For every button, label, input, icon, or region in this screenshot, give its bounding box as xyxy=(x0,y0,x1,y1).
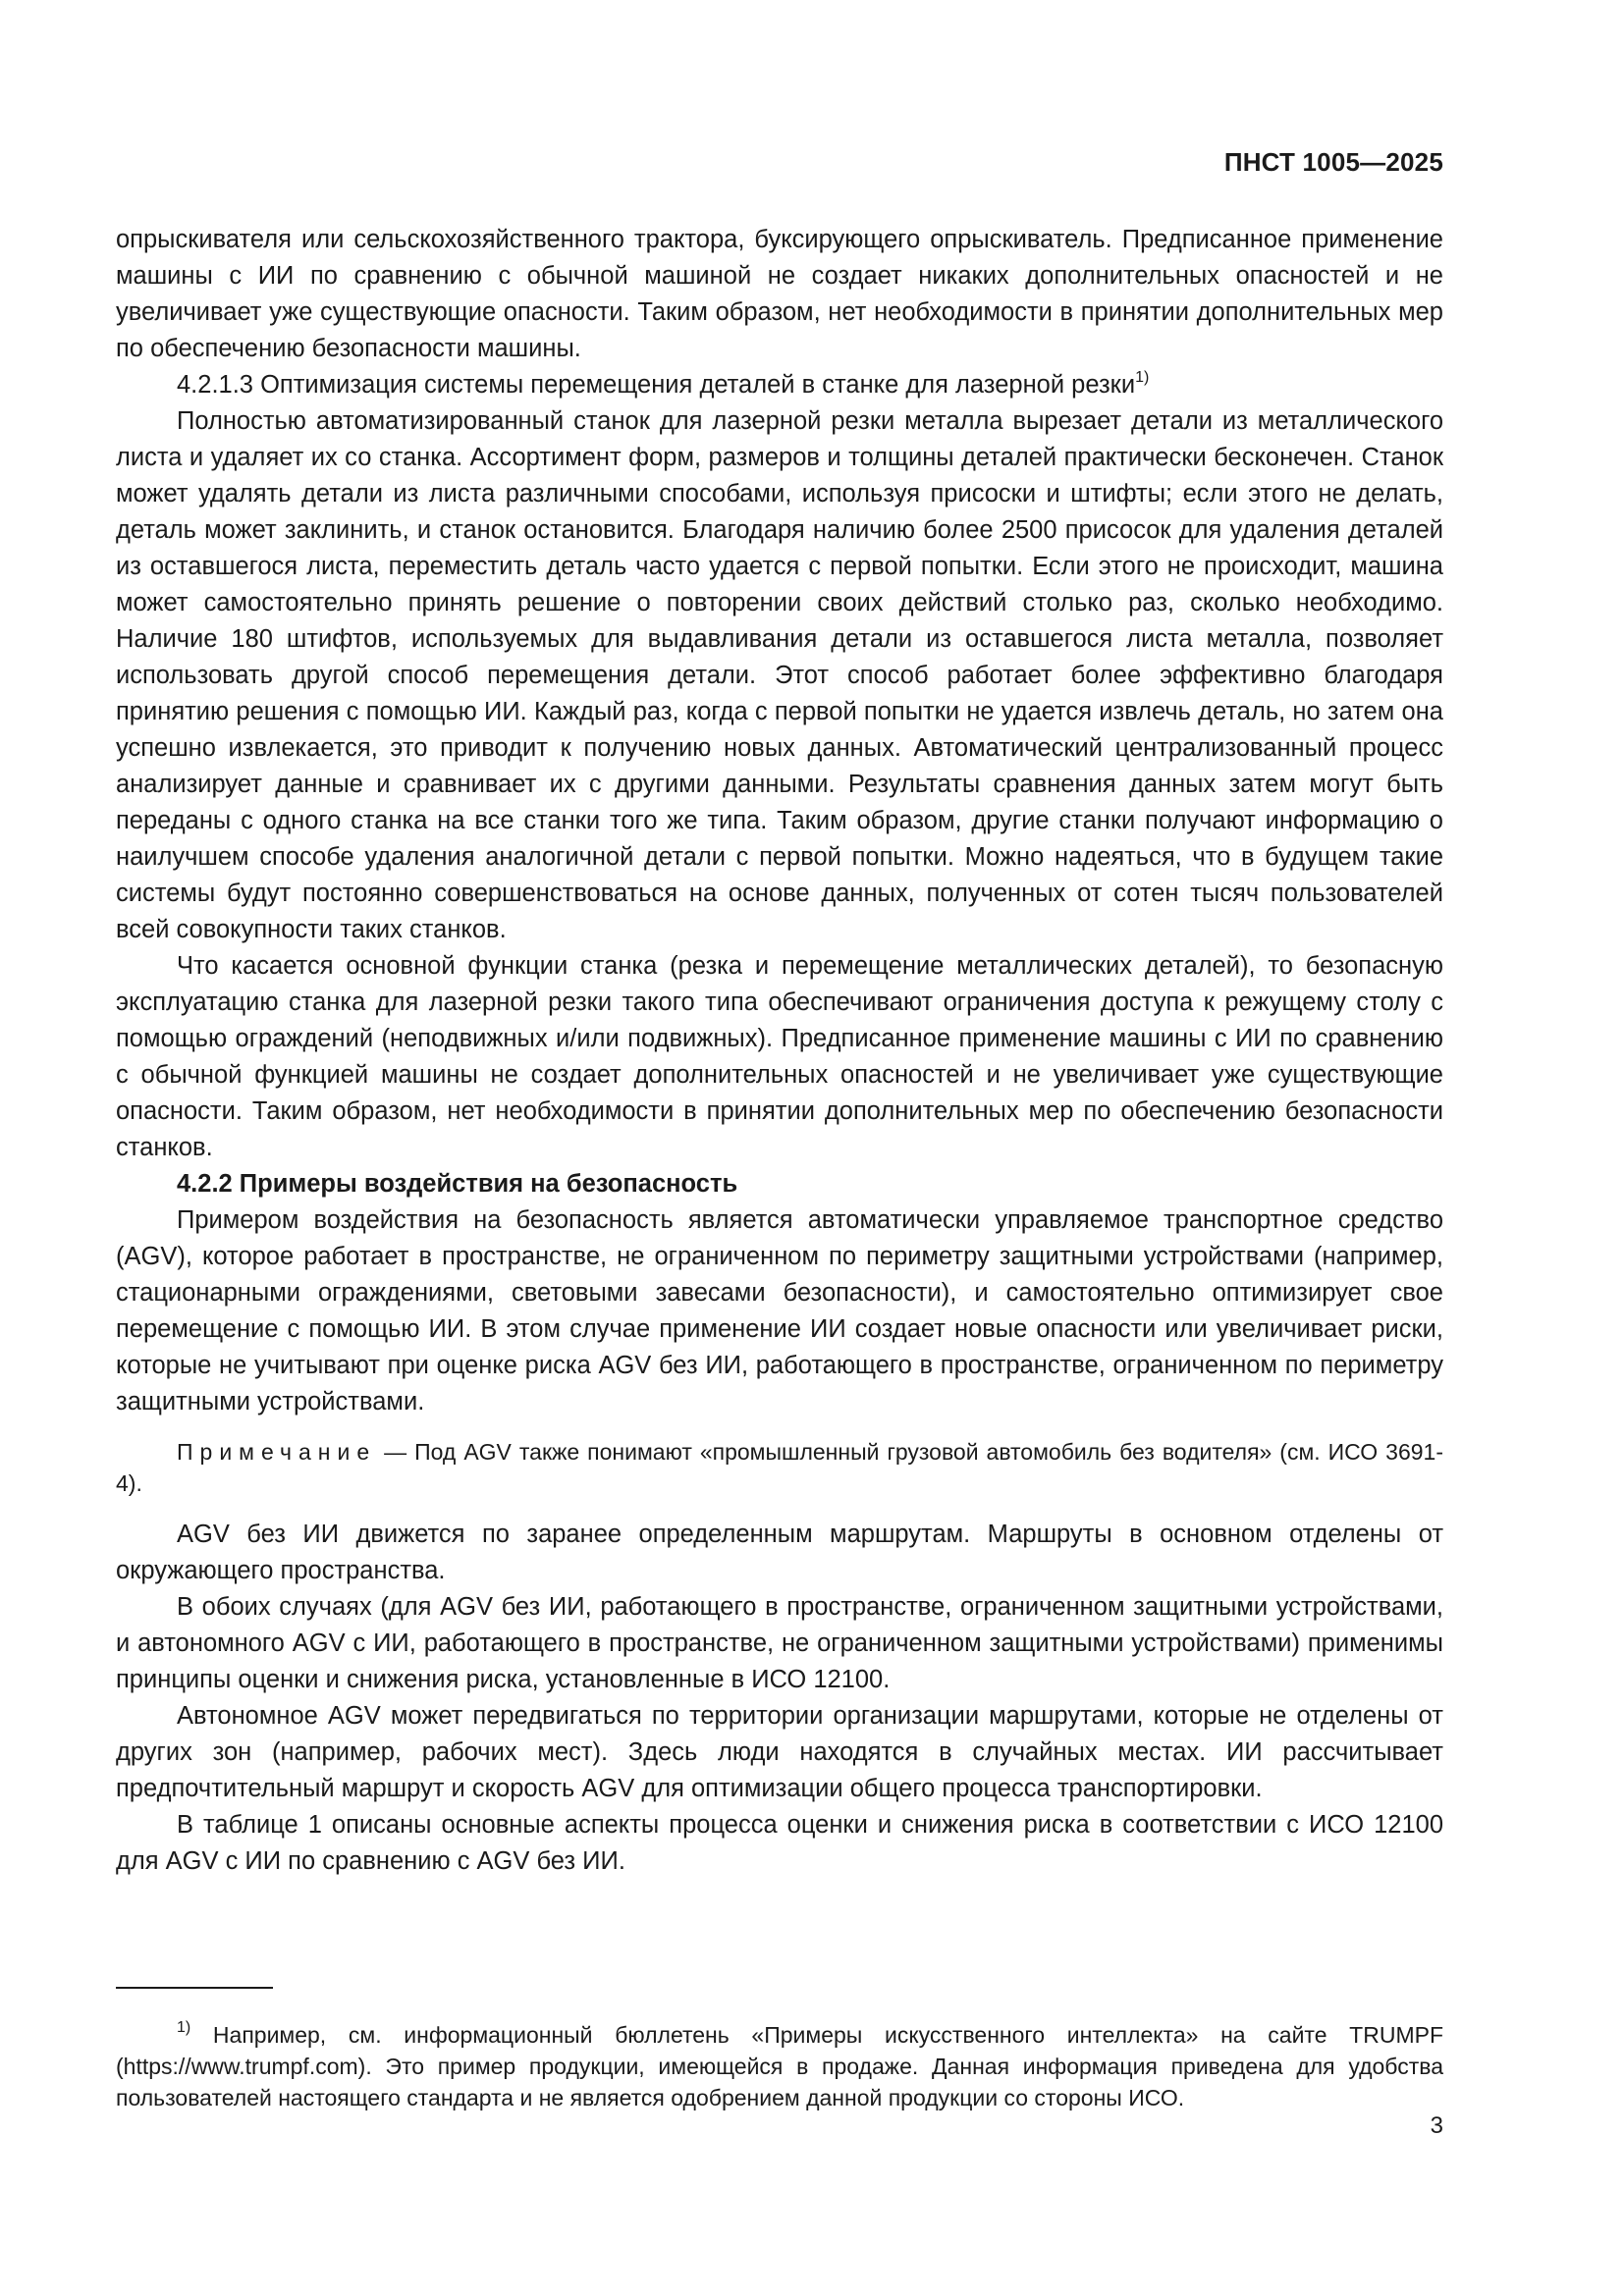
main-text xyxy=(116,222,1443,1880)
paragraph-agv-routes: AGV без ИИ движется по заранее определенным маршрутам. Маршруты в основном отделены от окружающего пространства. xyxy=(116,1521,1443,1584)
section-title-text: 4.2.1.3 Оптимизация системы перемещения деталей в станке для лазерной резки xyxy=(177,371,1136,399)
page-number: 3 xyxy=(1430,2112,1443,2139)
paragraph-agv-example: Примером воздействия на безопасность является автоматически управляемое транспортное средство (AGV), которое работает в пространстве, не ограниченном по периметру защитными устройствами (например, стационарными ограждениями, световыми завесами безопасности), и самостоятельно оптимизирует свое перемещение с помощью ИИ. В этом случае применение ИИ создает новые опасности или увеличивает риски, которые не учитывают при оценке риска AGV без ИИ, работающего в пространстве, ограниченном по периметру защитными устройствами. xyxy=(116,1206,1443,1415)
paragraph-continuation: опрыскивателя или сельскохозяйственного трактора, буксирующего опрыскиватель. Предписанное применение машины с ИИ по сравнению с обычной машиной не создает никаких дополнительных опасностей и не увеличивает уже существующие опасности. Таким образом, нет необходимости в принятии дополнительных мер по обеспечению безопасности машины. xyxy=(116,226,1443,362)
paragraph-both-cases: В обоих случаях (для AGV без ИИ, работающего в пространстве, ограниченном защитными устройствами, и автономного AGV с ИИ, работающего в пространстве, не ограниченном защитными устройствами) применимы принципы оценки и снижения риска, установленные в ИСО 12100. xyxy=(116,1593,1443,1693)
footnote xyxy=(116,2019,1443,2113)
note-label: Примечание xyxy=(177,1439,377,1465)
note xyxy=(116,1436,1443,1499)
paragraph-laser-cutting: Полностью автоматизированный станок для лазерной резки металла вырезает детали из металлического листа и удаляет их со станка. Ассортимент форм, размеров и толщины деталей практически бесконечен. Станок может удалять детали из листа различными способами, используя присоски и штифты; если этого не делать, деталь может заклинить, и станок остановится. Благодаря наличию более 2500 присосок для удаления деталей из оставшегося листа, переместить деталь часто удается с первой попытки. Если этого не происходит, машина может самостоятельно принять решение о повторении своих действий столько раз, сколько необходимо. Наличие 180 штифтов, используемых для выдавливания детали из оставшегося листа металла, позволяет использовать другой способ перемещения детали. Этот способ работает более эффективно благодаря принятию решения с помощью ИИ. Каждый раз, когда с первой попытки не удается извлечь деталь, но затем она успешно извлекается, это приводит к получению новых данных. Автоматический централизованный процесс анализирует данные и сравнивает их с другими данными. Результаты сравнения данных затем могут быть переданы с одного станка на все станки того же типа. Таким образом, другие станки получают информацию о наилучшем способе удаления аналогичной детали с первой попытки. Можно надеяться, что в будущем такие системы будут постоянно совершенствоваться на основе данных, полученных от сотен тысяч пользователей всей совокупности таких станков. xyxy=(116,407,1443,943)
footnote-divider xyxy=(116,1987,273,1989)
footnote-mark: 1) xyxy=(177,2019,191,2037)
paragraph-autonomous-agv: Автономное AGV может передвигаться по территории организации маршрутами, которые не отделены от других зон (например, рабочих мест). Здесь люди находятся в случайных местах. ИИ рассчитывает предпочтительный маршрут и скорость AGV для оптимизации общего процесса транспортировки. xyxy=(116,1702,1443,1802)
paragraph-table-reference: В таблице 1 описаны основные аспекты процесса оценки и снижения риска в соответствии с ИСО 12100 для AGV с ИИ по сравнению с AGV без ИИ. xyxy=(116,1811,1443,1875)
document-id-header: ПНСТ 1005—2025 xyxy=(1223,147,1443,177)
paragraph-machine-function: Что касается основной функции станка (резка и перемещение металлических деталей), то безопасную эксплуатацию станка для лазерной резки такого типа обеспечивают ограничения доступа к режущему столу с помощью ограждений (неподвижных и/или подвижных). Предписанное применение машины с ИИ по сравнению с обычной функцией машины не создает дополнительных опасностей и не увеличивает уже существующие опасности. Таким образом, нет необходимости в принятии дополнительных мер по обеспечению безопасности станков. xyxy=(116,952,1443,1161)
section-4-2-1-3-title xyxy=(116,367,1443,403)
section-4-2-2-title: 4.2.2 Примеры воздействия на безопасность xyxy=(177,1170,738,1198)
footnote-reference: 1) xyxy=(1135,368,1150,386)
note-text: — Под AGV также понимают «промышленный грузовой автомобиль без водителя» (см. ИСО 3691-4). xyxy=(116,1439,1443,1496)
footnote-text: Например, см. информационный бюллетень «Примеры искусственного интеллекта» на сайте TRUMPF (https://www.trumpf.com). Это пример продукции, имеющейся в продаже. Данная информация приведена для удобства пользователей настоящего стандарта и не является одобрением данной продукции со стороны ИСО. xyxy=(116,2022,1443,2110)
